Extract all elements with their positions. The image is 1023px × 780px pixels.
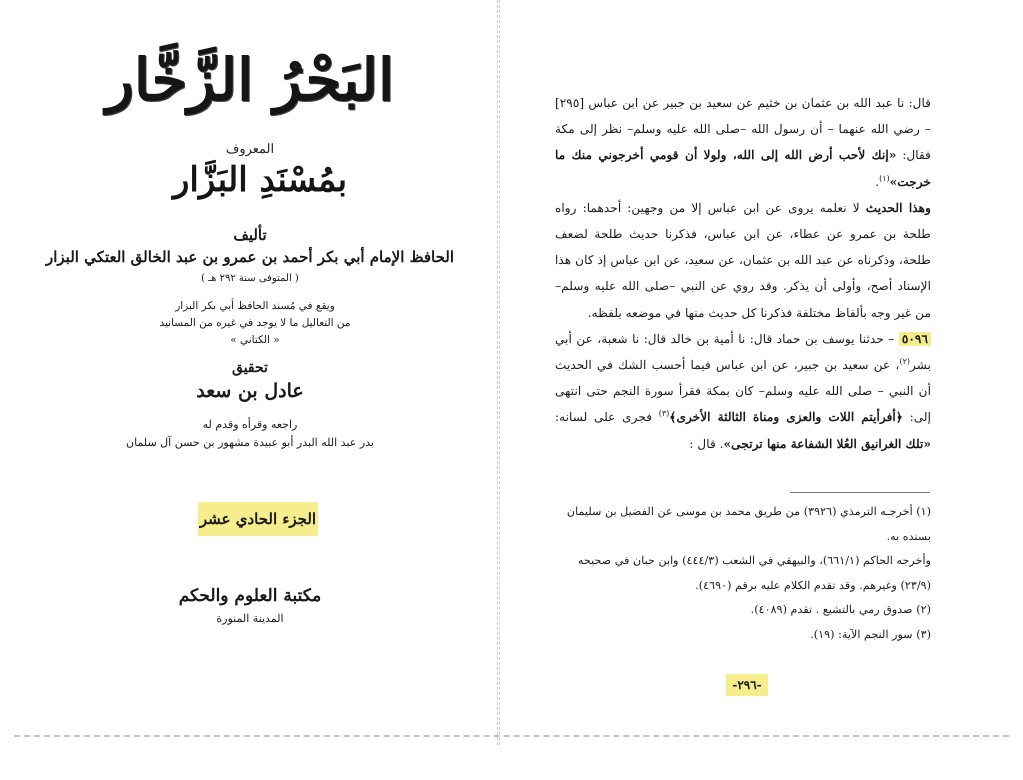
kattani-quote xyxy=(125,298,385,348)
footnotes xyxy=(555,500,931,647)
publisher-name: مكتبة العلوم والحكم xyxy=(178,586,322,606)
reviewer-names: بدر عبد الله البدر أبو عبيدة مشهور بن حسن آل سلمان xyxy=(126,436,374,449)
para2-text: لا نعلمه يروى عن ابن عباس إلا من وجهين: أحدهما: رواه طلحة بن عمرو عن عطاء، عن ابن عباس، فذكرنا حديث طلحة لضعف طلحة، وذكرناه عن عبد الله بن عثمان، عن سعيد، عن ابن عباس إذ كان هذا الإسناد أصح، وأولى أن يذكر. وقد روي عن النبي –صلى الله عليه وسلم– من غير وجه بألفاظ مختلفة فذكرنا كل حديث منها في موضعه بلفظه. xyxy=(555,200,931,320)
author-name: الحافظ الإمام أبي بكر أحمد بن عمرو بن عبد الخالق العتكي البزار xyxy=(45,248,454,266)
book-sub-title: بمُسْنَدِ البَزَّار xyxy=(172,160,348,200)
known-as-label: المعروف xyxy=(225,142,275,157)
quote-line-2: من التعاليل ما لا يوجد في غيره من المسانيد xyxy=(159,316,351,329)
para3-text-a: – حدثنا يوسف بن حماد قال: نا أمية بن خالد قال: نا شعبة، عن أبي بشر xyxy=(555,331,931,373)
footnote-2: (٢) صدوق رمي بالتشيع . تقدم (٤٠٨٩). xyxy=(750,603,931,616)
para1-hadith-text: «إنك لأحب أرض الله إلى الله، ولولا أن قومي أخرجوني منك ما خرجت» xyxy=(555,148,931,189)
footnote-1: (١) أخرجـه الترمذي (٣٩٢٦) من طريق محمد بن موسى عن الفضيل بن سليمان بسنده به. xyxy=(566,505,931,543)
text-page xyxy=(555,90,931,457)
para3-text-d: . قال : xyxy=(689,436,724,451)
quran-verse: ﴿أفرأيتم اللات والعزى ومناة الثالثة الأخرى﴾ xyxy=(669,410,903,425)
quote-line-1: ويقع في مُسند الحافظ أبي بكر البزار xyxy=(175,300,335,312)
scan-edge-dashes xyxy=(14,735,1009,737)
title-page xyxy=(20,30,480,730)
page-number: -٢٩٦- xyxy=(726,674,768,696)
footnote-ref-3: (٣) xyxy=(658,409,670,419)
authored-by-label: تأليف xyxy=(233,226,267,244)
para1-text: قال: نا عبد الله بن عثمان بن خثيم عن سعيد بن جبير عن ابن عباس [٢٩٥] – رضي الله عنهما – أن رسول الله –صلى الله عليه وسلم– نظر إلى مكة فقال: xyxy=(555,96,932,163)
hadith-number: ٥٠٩٦ xyxy=(899,332,931,346)
footnote-divider xyxy=(790,492,930,493)
verified-by-label: تحقيق xyxy=(232,360,268,376)
book-main-title: البَحْرُ الزَّخَّار xyxy=(105,46,395,114)
editor-name: عادل بن سعد xyxy=(196,380,304,402)
quote-line-3: « الكتاني » xyxy=(230,333,280,346)
para3-text-c: فجرى على لسانه: xyxy=(555,410,653,425)
para3-quote: «تلك الغرانيق العُلا الشفاعة منها ترتجى» xyxy=(723,436,931,451)
paragraph-2 xyxy=(555,195,931,326)
footnote-3: (٣) سور النجم الآية: (١٩). xyxy=(810,627,931,641)
reviewed-note: راجعه وقرأه وقدم له xyxy=(202,418,298,431)
page-gutter xyxy=(497,0,500,745)
paragraph-3 xyxy=(555,326,931,457)
death-note: ( المتوفى سنة ٢٩٢ هـ ) xyxy=(201,273,299,284)
footnote-ref-1: (١) xyxy=(879,173,890,183)
volume-label: الجزء الحادي عشر xyxy=(198,502,318,536)
paragraph-1: قال: نا عبد الله بن عثمان بن خثيم عن سعيد بن جبير عن ابن عباس [٢٩٥] – رضي الله عنهما – أن رسول الله –صلى الله عليه وسلم– نظر إلى مكة فقال: «إنك لأحب أرض الله إلى الله، ولولا أن قومي أخرجوني منك ما خرجت»$^{(١)}$. xyxy=(555,96,932,189)
publisher-city: المدينة المنورة xyxy=(216,612,284,625)
footnote-ref-2: (٢) xyxy=(899,356,910,366)
para3-text-b: ، عن سعيد بن جبير، عن ابن عباس فيما أحسب الشك في الحديث أن النبي – صلى الله عليه وسلم– كان بمكة فقرأ سورة النجم حتى انتهى إلى: xyxy=(555,358,931,425)
footnote-1-continued: وأخرجه الحاكم (٦٦١/١)، والبيهقي في الشعب (٤٤٤/٣) وابن حبان في صحيحه (٢٣/٩) وغيرهم. وقد تقدم الكلام عليه برقم (٤٦٩٠). xyxy=(577,554,931,592)
para2-lead: وهذا الحديث xyxy=(865,200,931,215)
